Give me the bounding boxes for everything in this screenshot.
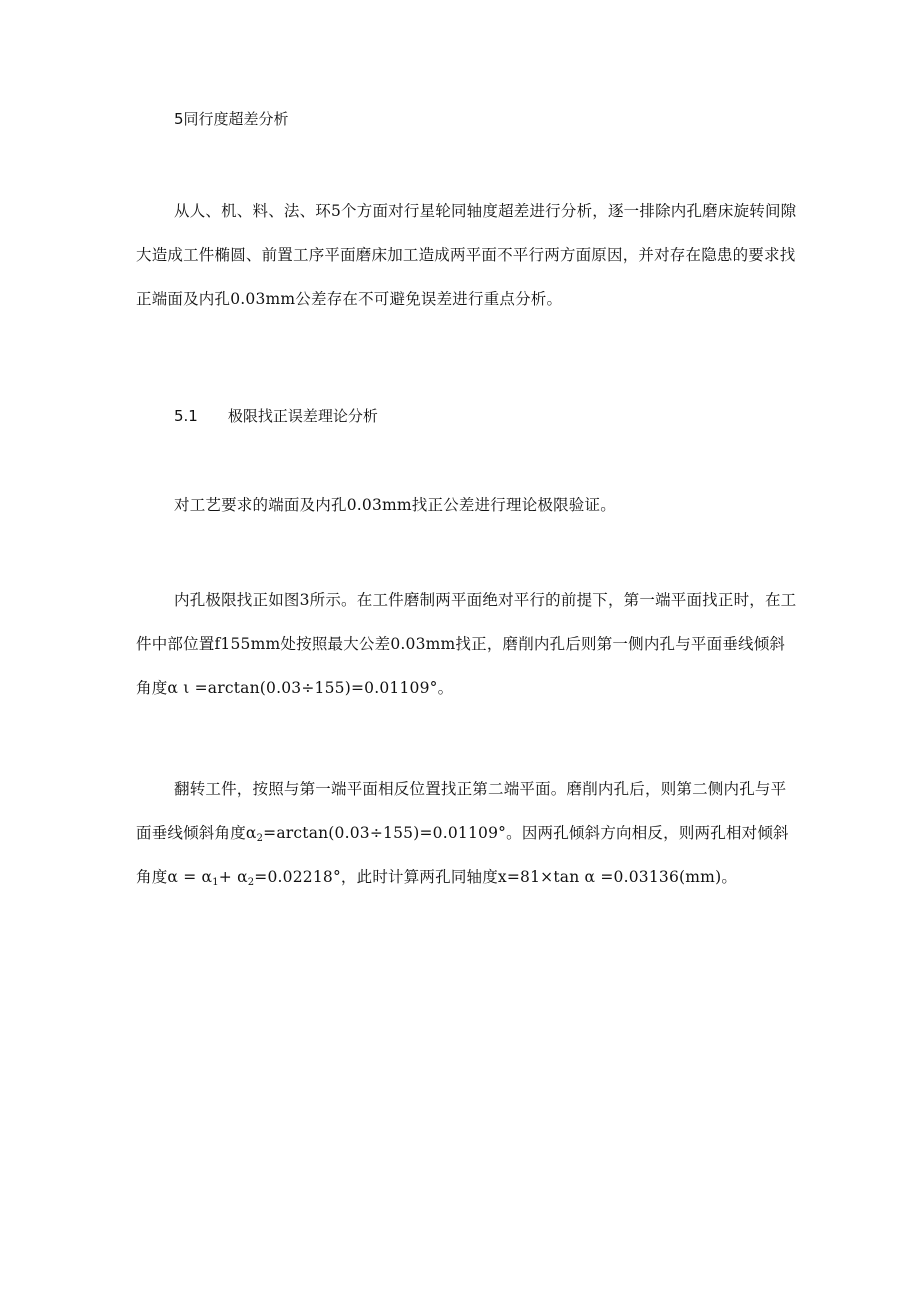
section-5-title-text: 5同行度超差分析 xyxy=(174,110,289,128)
section-5-1-paragraph-2: 内孔极限找正如图3所示。在工件磨制两平面绝对平行的前提下，第一端平面找正时，在工件中部位置f155mm处按照最大公差0.03mm找正，磨削内孔后则第一侧内孔与平面垂线倾斜角度α ι =arctan(0.03÷155)=0.01109°。 xyxy=(136,591,797,697)
subscript: 2 xyxy=(256,833,264,844)
subscript: 1 xyxy=(212,877,219,888)
section-5-1-paragraph-1: 对工艺要求的端面及内孔0.03mm找正公差进行理论极限验证。 xyxy=(174,496,616,514)
section-5-1-title xyxy=(174,405,378,426)
paragraph-text: + α xyxy=(218,868,248,886)
subscript: 2 xyxy=(247,877,255,888)
section-number: 5.1 xyxy=(174,407,198,425)
section-5-1-paragraph-3 xyxy=(136,767,798,899)
paragraph-text: =arctan(0.03÷155)=0.01109°。因两孔倾斜方向相反，则两孔相对倾斜角度α = α xyxy=(136,824,789,886)
paragraph-text: 翻转工件，按照与第一端平面相反位置找正第二端平面。磨削内孔后，则第二侧内孔与平面垂线倾斜角度α xyxy=(136,780,787,842)
section-5-paragraph: 从人、机、料、法、环5个方面对行星轮同轴度超差进行分析，逐一排除内孔磨床旋转间隙大造成工件椭圆、前置工序平面磨床加工造成两平面不平行两方面原因，并对存在隐患的要求找正端面及内孔0.03mm公差存在不可避免误差进行重点分析。 xyxy=(136,202,797,308)
section-5-title xyxy=(174,108,289,129)
section-title-text: 极限找正误差理论分析 xyxy=(227,407,378,425)
paragraph-text: =0.02218°，此时计算两孔同轴度x=81×tan α =0.03136(mm)。 xyxy=(254,868,738,886)
